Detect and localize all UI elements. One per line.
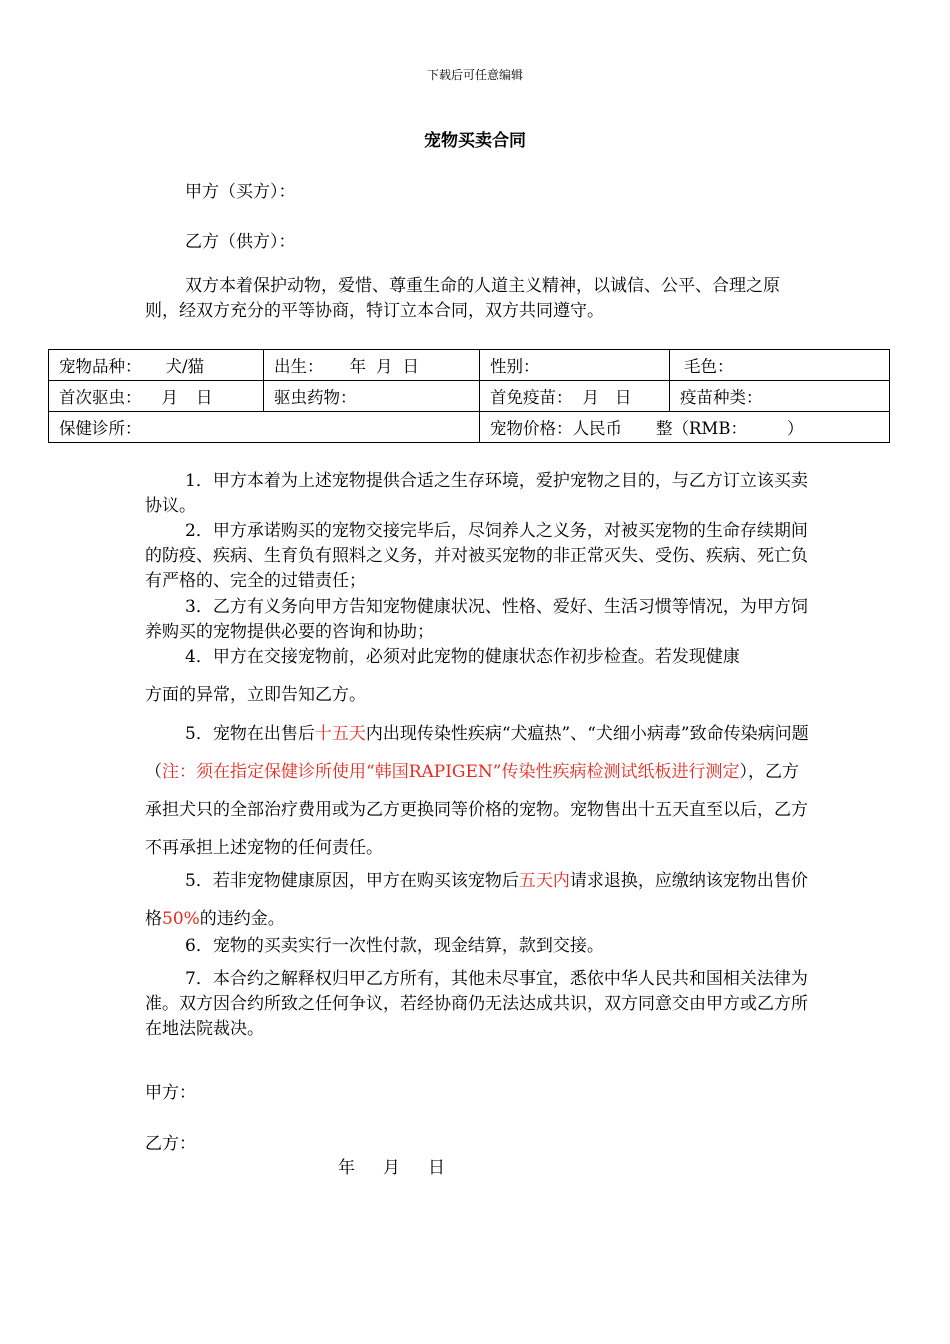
clinic-cell xyxy=(49,412,480,443)
clause-5-text: 内出现传染性疾病“犬瘟热”、“犬细小病毒”致命传染病问题（ xyxy=(145,724,809,782)
breed-label: 宠物品种： xyxy=(59,357,142,376)
clause-5b xyxy=(145,862,810,938)
deworm-day: 日 xyxy=(196,388,213,407)
vaccine-type-label: 疫苗种类： xyxy=(680,388,763,407)
price-whole: 整（RMB： xyxy=(656,419,747,438)
birth-day: 日 xyxy=(402,357,419,376)
vaccine-day: 日 xyxy=(615,388,632,407)
deworm-drug-cell xyxy=(264,381,480,412)
date-month: 月 xyxy=(383,1158,400,1178)
deworm-month: 月 xyxy=(161,388,178,407)
clinic-label: 保健诊所： xyxy=(59,419,142,438)
signature-party-b: 乙方： xyxy=(145,1134,196,1154)
vaccine-month: 月 xyxy=(582,388,599,407)
birth-year: 年 xyxy=(349,357,366,376)
clause-5-text: 5．宠物在出售后 xyxy=(185,724,315,744)
table-row xyxy=(49,350,890,381)
vaccine-label: 首免疫苗： xyxy=(490,388,573,407)
price-close: ） xyxy=(786,419,804,438)
deworm-label: 首次驱虫： xyxy=(59,388,142,407)
price-cell xyxy=(480,412,890,443)
party-a-line: 甲方（买方）： xyxy=(185,182,296,202)
clause-5b-highlight-days: 五天内 xyxy=(518,871,570,891)
header-note: 下载后可任意编辑 xyxy=(426,68,523,82)
sex-cell xyxy=(480,350,670,381)
clause-5b-text: 请求退换，应缴纳该宠物出售价格 xyxy=(145,871,808,929)
signature-party-a: 甲方： xyxy=(145,1083,196,1103)
clause-2: 2．甲方承诺购买的宠物交接完毕后，尽饲养人之义务，对被买宠物的生命存续期间的防疫、疾病、生育负有照料之义务，并对被买宠物的非正常灭失、受伤、疾病、死亡负有严格的、完全的过错责任； xyxy=(145,521,808,591)
clause-7: 7．本合约之解释权归甲乙方所有，其他未尽事宜，悉依中华人民共和国相关法律为准。双方因合约所致之任何争议，若经协商仍无法达成共识，双方同意交由甲方或乙方所在地法院裁决。 xyxy=(145,969,808,1039)
clause-3: 3．乙方有义务向甲方告知宠物健康状况、性格、爱好、生活习惯等情况，为甲方饲养购买的宠物提供必要的咨询和协助； xyxy=(145,597,808,642)
date-day: 日 xyxy=(428,1158,445,1178)
deworm-drug-label: 驱虫药物： xyxy=(274,388,357,407)
date-year: 年 xyxy=(338,1158,355,1178)
clause-1: 1．甲方本着为上述宠物提供合适之生存环境，爱护宠物之目的，与乙方订立该买卖协议。 xyxy=(145,471,808,516)
sex-label: 性别： xyxy=(490,357,540,376)
document-title: 宠物买卖合同 xyxy=(424,131,526,151)
color-cell xyxy=(670,350,890,381)
breed-cell xyxy=(49,350,264,381)
table-row xyxy=(49,381,890,412)
table-row xyxy=(49,412,890,443)
pet-info-table xyxy=(48,349,890,443)
breed-value: 犬/猫 xyxy=(165,357,205,376)
signature-date xyxy=(338,1153,445,1178)
birth-label: 出生： xyxy=(274,357,324,376)
vaccine-cell xyxy=(480,381,670,412)
clause-5-text: ），乙方承担犬只的全部治疗费用或为乙方更换同等价格的宠物。宠物售出十五天直至以后，乙方不再承担上述宠物的任何责任。 xyxy=(145,762,808,858)
birth-month: 月 xyxy=(376,357,393,376)
party-b-line: 乙方（供方）： xyxy=(185,232,296,252)
birth-cell xyxy=(264,350,480,381)
clause-5b-text: 5．若非宠物健康原因，甲方在购买该宠物后 xyxy=(185,871,519,891)
price-label: 宠物价格：人民币 xyxy=(490,419,622,438)
preamble: 双方本着保护动物，爱惜、尊重生命的人道主义精神，以诚信、公平、合理之原则，经双方充分的平等协商，特订立本合同，双方共同遵守。 xyxy=(145,276,780,321)
clause-4: 4．甲方在交接宠物前，必须对此宠物的健康状态作初步检查。若发现健康 xyxy=(185,647,740,667)
clause-5b-text: 的违约金。 xyxy=(199,909,285,929)
vaccine-type-cell xyxy=(670,381,890,412)
clause-4-continued: 方面的异常，立即告知乙方。 xyxy=(145,685,366,705)
color-label: 毛色： xyxy=(684,357,734,376)
clause-5-highlight-days: 十五天 xyxy=(314,724,366,744)
clause-5 xyxy=(145,715,810,867)
clause-5-highlight-note: 注：须在指定保健诊所使用“韩国RAPIGEN”传染性疾病检测试纸板进行测定 xyxy=(162,762,740,782)
deworm-cell xyxy=(49,381,264,412)
clause-5b-highlight-percent: 50% xyxy=(162,909,200,929)
clause-6: 6．宠物的买卖实行一次性付款，现金结算，款到交接。 xyxy=(185,936,604,956)
